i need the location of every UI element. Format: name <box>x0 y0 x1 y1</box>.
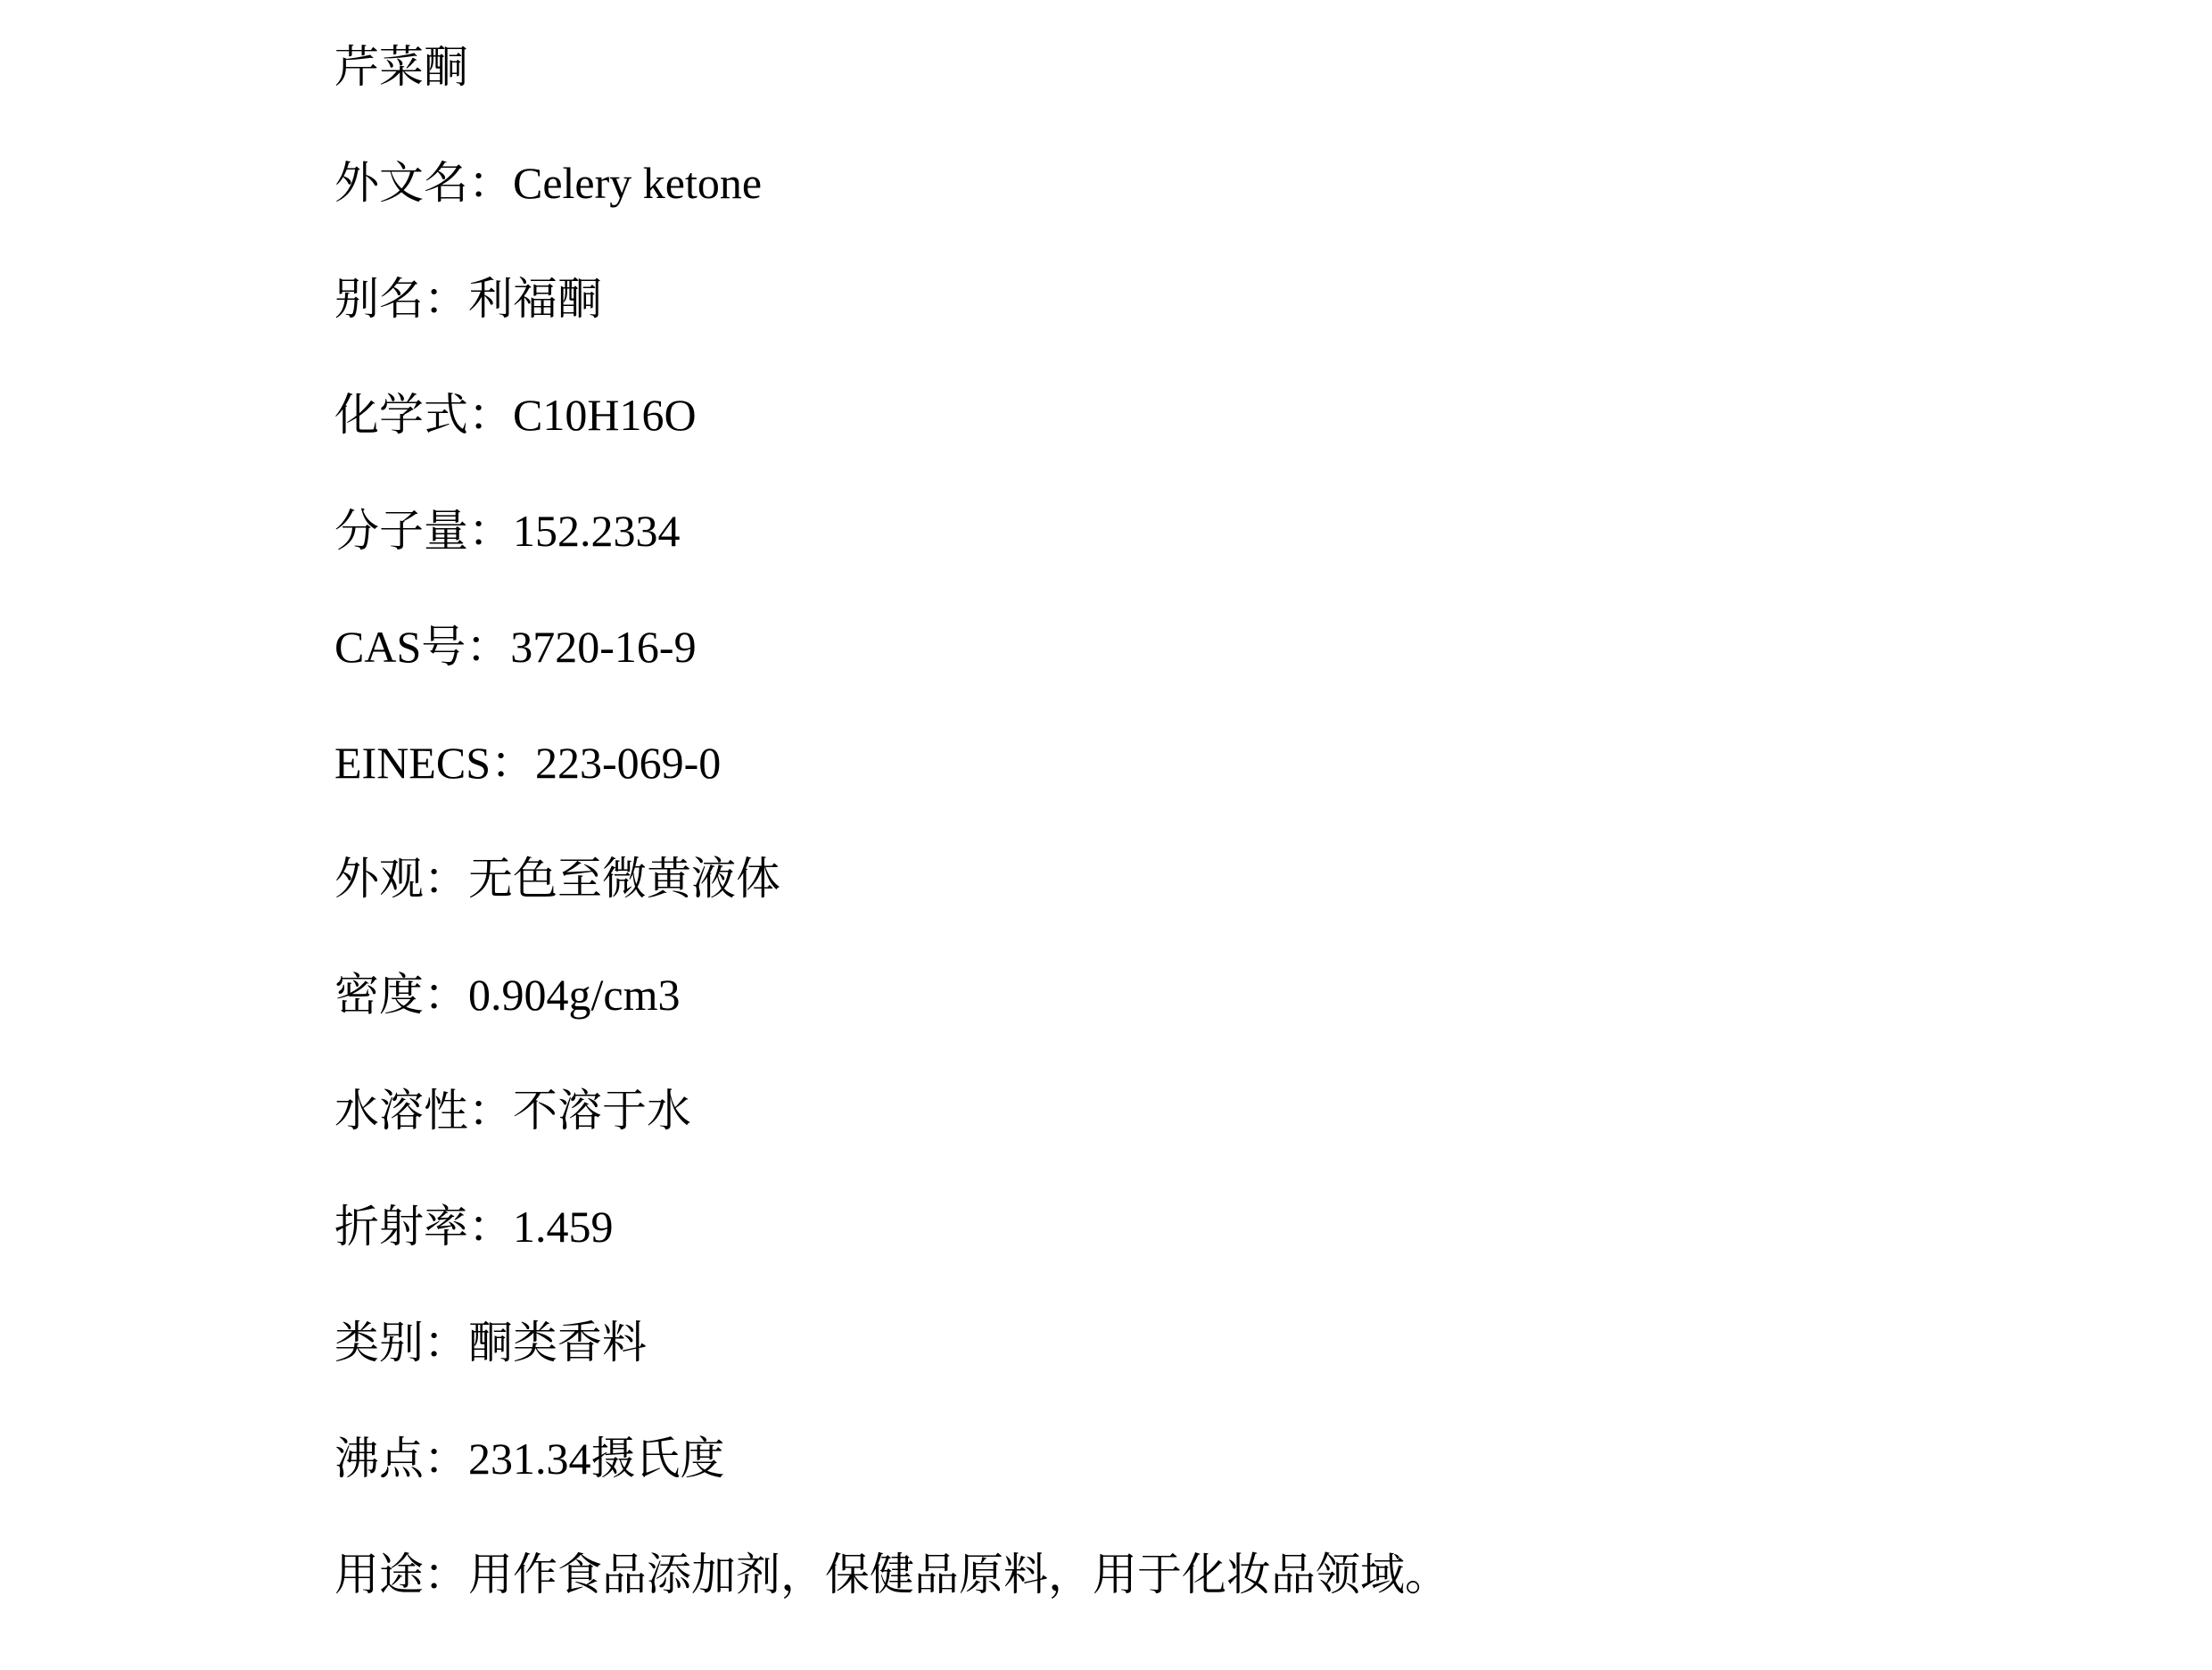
field-row-appearance <box>334 821 2176 937</box>
field-row-molecular-weight <box>334 473 2176 589</box>
field-row-alias <box>334 241 2176 357</box>
field-label: 分子量： <box>334 506 513 556</box>
field-row-english-name <box>334 125 2176 241</box>
compound-title: 芹菜酮 <box>334 42 468 92</box>
field-value: 231.34摄氏度 <box>468 1434 725 1484</box>
field-value: 不溶于水 <box>513 1086 691 1136</box>
field-row-density <box>334 937 2176 1053</box>
field-label: 外文名： <box>334 158 513 208</box>
field-row-category <box>334 1285 2176 1401</box>
field-label: CAS号： <box>334 622 511 672</box>
field-value: 3720-16-9 <box>510 622 697 672</box>
field-label: 化学式： <box>334 390 513 440</box>
field-value: 223-069-0 <box>535 738 722 788</box>
field-label: 密度： <box>334 970 468 1020</box>
field-label: 类别： <box>334 1318 468 1368</box>
field-label: 折射率： <box>334 1202 513 1252</box>
field-value: 用作食品添加剂，保健品原料，用于化妆品领域。 <box>468 1550 1449 1600</box>
field-row-usage <box>334 1517 2176 1633</box>
field-row-chemical-formula <box>334 357 2176 473</box>
field-value: 1.459 <box>513 1202 614 1252</box>
field-value: 利福酮 <box>468 274 602 324</box>
field-label: 外观： <box>334 854 468 904</box>
document-page <box>334 9 2176 1633</box>
field-value: Celery ketone <box>513 158 763 208</box>
field-row-einecs <box>334 705 2176 821</box>
field-label: EINECS： <box>334 738 535 788</box>
field-value: 无色至微黄液体 <box>468 854 780 904</box>
field-label: 别名： <box>334 274 468 324</box>
field-value: 152.2334 <box>513 506 681 556</box>
field-label: 用途： <box>334 1550 468 1600</box>
field-row-boiling-point <box>334 1401 2176 1517</box>
field-value: 0.904g/cm3 <box>468 970 681 1020</box>
field-label: 沸点： <box>334 1434 468 1484</box>
field-row-cas-number <box>334 589 2176 705</box>
field-value: 酮类香料 <box>468 1318 647 1368</box>
field-label: 水溶性： <box>334 1086 513 1136</box>
field-value: C10H16O <box>513 390 697 440</box>
field-row-refractive-index <box>334 1169 2176 1285</box>
field-row-water-solubility <box>334 1053 2176 1169</box>
